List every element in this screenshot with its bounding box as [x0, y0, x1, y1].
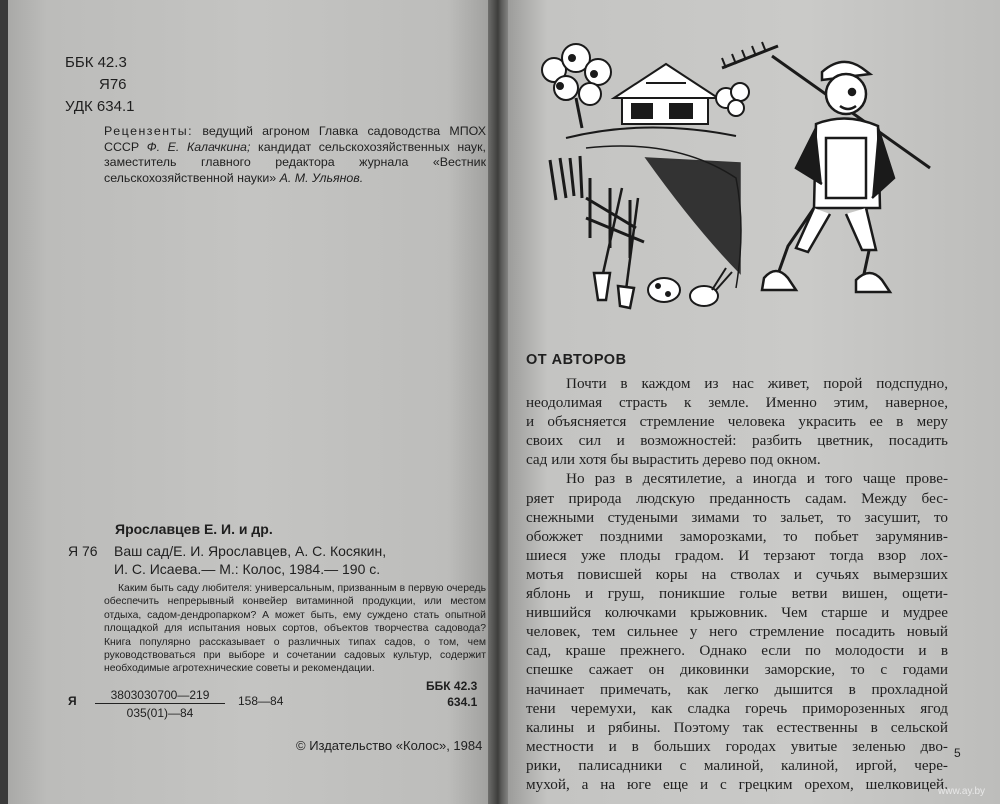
bbk-bottom-2: 634.1: [447, 695, 478, 709]
text-line: местности и в больших городах увитые зеленью дво-: [526, 737, 948, 755]
text-line: сад, краше прежнего. Однако если по молодости и в: [526, 642, 948, 660]
tree-left-icon: [542, 44, 611, 128]
isbn-code: 158—84: [238, 694, 284, 708]
text-line: рики, палисадники с малиной, калиной, иргой, чере-: [526, 756, 948, 774]
author-mark: Я76: [99, 76, 127, 93]
book-gutter: [488, 0, 510, 804]
text-line: Почти в каждом из нас живет, порой подспудно,: [566, 375, 948, 392]
catalog-card-description: [68, 542, 488, 578]
text-line: мотья повисшей коры на стволах и сучьях вымерзших: [526, 565, 948, 583]
chapter-body: [526, 374, 948, 794]
text-line: и объясняется стремление человека украсить ее в меру: [526, 413, 948, 431]
reviewer-1: Ф. Е. Калачкина;: [146, 139, 251, 154]
isbn-fraction: [95, 688, 225, 720]
text-line: ряет природа людскую преданность садам. Между бес-: [526, 489, 948, 507]
text-line: нившийся колючками крыжовник. Чем старше и мудрее: [526, 604, 948, 622]
page-number: 5: [954, 746, 961, 760]
text-line: сад или хотя бы вырастить дерево под окном.: [526, 451, 821, 469]
vegetables-icon: [648, 268, 732, 306]
gardener-figure-icon: [762, 62, 894, 292]
text-line: яблонь и груш, поникшие голые ветви вишен, ощети-: [526, 585, 948, 603]
garden-field-icon: [550, 127, 741, 288]
reviewers-text-2: кандидат сельскохозяйственных наук, заместитель главного редактора журнала «Вестник сельскохозяйственной науки»: [104, 139, 486, 185]
house-icon: [614, 64, 718, 124]
reviewers-text-1: ведущий агроном Главка садоводства МПОХ СССР: [104, 124, 486, 154]
book-annotation: [104, 582, 486, 676]
text-line: тени черемухи, как сладка горечь приморозенных ягод: [526, 699, 948, 717]
classification-block: [65, 52, 134, 118]
reviewers-paragraph: [104, 124, 486, 186]
text-line: своих сил и возможностей: разбить цветник, посадить: [526, 432, 948, 450]
isbn-denominator: 035(01)—84: [126, 706, 194, 720]
text-line: обожжет поздними заморозками, то побьет зарумянив-: [526, 527, 948, 545]
catalog-line-2: И. С. Исаева.— М.: Колос, 1984.— 190 с.: [114, 561, 381, 577]
bbk-bottom: ББК 42.3: [426, 679, 478, 693]
text-line: человек, тем сильнее у него стремление посадить новый: [526, 623, 948, 641]
text-line: калины и рябины. Поэтому так естественны в сельской: [526, 718, 948, 736]
isbn-letter: Я: [68, 694, 77, 708]
right-page: [508, 0, 1000, 804]
isbn-numerator: 3803030700—219: [95, 688, 225, 704]
text-line: шиеся уже плоды градом. И терзают тогда взор лох-: [526, 546, 948, 564]
text-line: снежными студеными зимами то зальет, то засушит, то: [526, 508, 948, 526]
annotation-text: Каким быть саду любителя: универсальным, призванным в первую очередь обеспечить непрерывный конвейер витаминной продукции, или местом отдыха, садом-дендропарком? А может быть, ему суждено стать опытной площадкой для испытания новых сортов, объектов творчества садовода? Книга популярно рассказывает о различных типах садов, о том, чем руководствоваться при выборе и сочетании садовых культур, содержит необходимые агротехнические советы и рекомендации.: [104, 583, 486, 675]
gardener-illustration: [526, 28, 946, 328]
text-line: мухой, а на юге еще и с грецким орехом, шелковицей.: [526, 775, 948, 793]
text-line: неодолимая страсть к земле. Именно этим, наверное,: [526, 394, 948, 412]
bbk-bottom-block: [426, 678, 477, 710]
catalog-card-heading: Ярославцев Е. И. и др.: [115, 521, 273, 537]
bbk-index: ББК 42.3: [65, 54, 127, 71]
text-line: Но раз в десятилетие, а иногда и того чаще прове-: [566, 470, 948, 488]
site-watermark: www.ay.by: [938, 786, 986, 797]
catalog-code: Я 76: [68, 543, 98, 559]
copyright-line: © Издательство «Колос», 1984: [296, 738, 483, 753]
reviewer-2: А. М. Ульянов.: [279, 170, 364, 185]
catalog-line-1: Ваш сад/Е. И. Ярославцев, А. С. Косякин,: [114, 543, 387, 559]
text-line: начинает примечать, как легко дышится в прохладной: [526, 680, 948, 698]
udk-index: УДК 634.1: [65, 98, 135, 115]
reviewers-label: Рецензенты:: [104, 124, 194, 138]
left-page: [8, 0, 496, 804]
tree-right-icon: [716, 83, 749, 116]
chapter-heading: ОТ АВТОРОВ: [526, 352, 627, 368]
text-line: спешке сажает он диковинки заморские, то с годами: [526, 661, 948, 679]
